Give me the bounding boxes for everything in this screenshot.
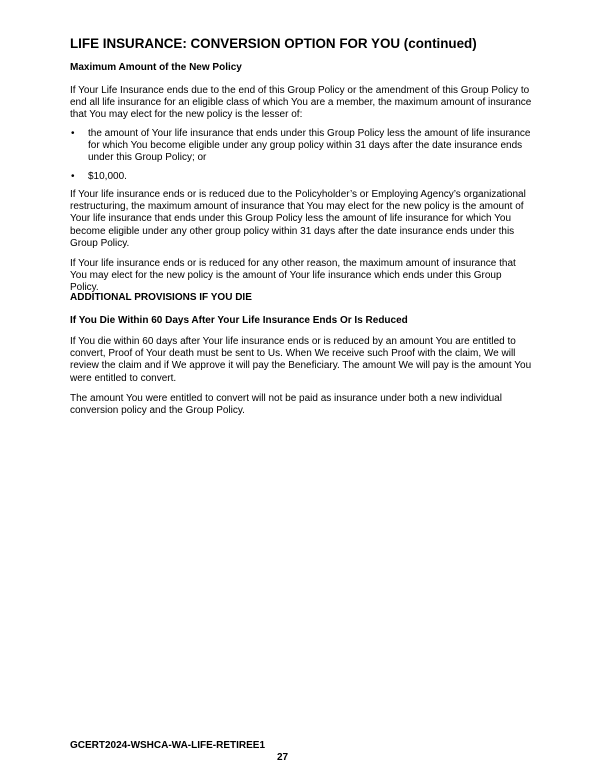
bullet-text: the amount of Your life insurance that ends under this Group Policy less the amount of life insurance for which You become eligible under any group policy within 31 days after the date insurance ends under this Group Policy; or: [88, 128, 531, 164]
list-item: [70, 171, 533, 183]
bullet-list: [70, 128, 533, 183]
bullet-icon: •: [71, 170, 75, 182]
document-code: GCERT2024-WSHCA-WA-LIFE-RETIREE1: [70, 740, 266, 751]
paragraph-restructuring: If Your life insurance ends or is reduced due to the Policyholder’s or Employing Agency’s organizational restructuring, the maximum amount of insurance that You may elect for the new policy is the amount of Your life insurance that ends under this Group Policy less the amount of life insurance for which You become eligible under any other group policy within 31 days after the date insurance ends under this Group Policy.: [70, 189, 526, 249]
bullet-text: $10,000.: [88, 170, 127, 182]
bullet-icon: •: [71, 128, 75, 139]
paragraph-other-reason: If Your life insurance ends or is reduced for any other reason, the maximum amount of insurance that You may elect for the new policy is the amount of Your life insurance which ends under this Group Policy.: [70, 258, 516, 294]
subheading-die-within-60-days: If You Die Within 60 Days After Your Life Insurance Ends Or Is Reduced: [70, 315, 408, 326]
section-heading-additional-provisions: ADDITIONAL PROVISIONS IF YOU DIE: [70, 292, 252, 303]
page-number: 27: [276, 752, 289, 763]
list-item: [70, 128, 533, 165]
section-heading-max-amount: Maximum Amount of the New Policy: [70, 62, 242, 73]
page-title: LIFE INSURANCE: CONVERSION OPTION FOR YOU (continued): [70, 36, 477, 51]
paragraph-not-paid-both: The amount You were entitled to convert will not be paid as insurance under both a new individual conversion policy and the Group Policy.: [70, 393, 502, 417]
paragraph-death-proof: If You die within 60 days after Your life insurance ends or is reduced by an amount You are entitled to convert, Proof of Your death must be sent to Us. When We receive such Proof with the claim, We will review the claim and if We approve it will pay the Beneficiary. The amount We will pay is the amount You were entitled to convert.: [70, 336, 532, 384]
paragraph-max-amount-intro: If Your Life Insurance ends due to the end of this Group Policy or the amendment of this Group Policy to end all life insurance for an eligible class of which You are a member, the maximum amount of insurance that You may elect for the new policy is the lesser of:: [70, 85, 532, 121]
